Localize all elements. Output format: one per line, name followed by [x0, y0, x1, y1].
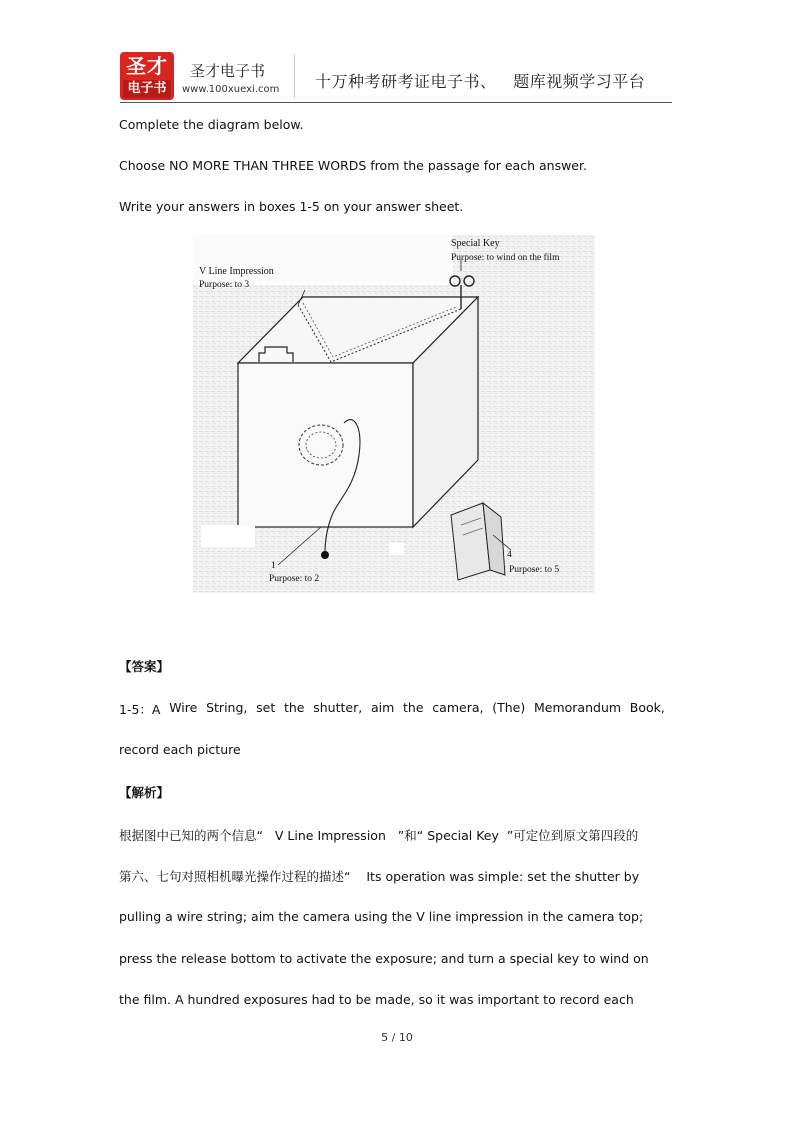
answer-word: shutter,: [313, 700, 363, 715]
special-key-purpose: Purpose: to wind on the film: [451, 253, 560, 263]
wire-string-bulb: [321, 551, 329, 559]
scan-blank-box-small: [389, 543, 404, 555]
answer-heading: 【答案】: [119, 659, 170, 674]
logo-text-top: 圣才: [126, 54, 168, 78]
v-line-purpose: Purpose: to 3: [199, 280, 250, 290]
answer-word: String,: [206, 700, 248, 715]
answer-word: Memorandum: [533, 700, 622, 715]
analysis-line-4: press the release bottom to activate the exposure; and turn a special key to wind on: [119, 951, 649, 966]
brand-logo: [120, 52, 174, 100]
header-rule: [120, 102, 672, 103]
camera-diagram: [193, 235, 595, 593]
scan-clear-area: [193, 235, 453, 285]
analysis-line-2: 第六、七句对照相机曝光操作过程的描述“ Its operation was simple: set the shutter by: [119, 869, 640, 884]
analysis-line-3: pulling a wire string; aim the camera using the V line impression in the camera top;: [119, 909, 644, 924]
scan-blank-box: [201, 525, 255, 547]
camera-diagram-svg: [193, 235, 595, 593]
answer-word: Book,: [629, 700, 665, 715]
answer-line-2: record each picture: [119, 742, 241, 757]
item1-purpose: Purpose: to 2: [269, 574, 320, 584]
item1-label: 1: [271, 561, 276, 571]
answer-word: the: [283, 700, 305, 715]
answer-word: (The): [492, 700, 526, 715]
analysis-line-1: 根据图中已知的两个信息“ V Line Impression ”和“ Special Key ”可定位到原文第四段的: [119, 828, 639, 843]
v-line-label: V Line Impression: [199, 266, 274, 277]
answer-word: Wire: [169, 700, 198, 715]
analysis-line-5: the film. A hundred exposures had to be made, so it was important to record each: [119, 992, 634, 1007]
special-key-label: Special Key: [451, 238, 500, 249]
answer-word: set: [256, 700, 276, 715]
brand-url[interactable]: www.100xuexi.com: [182, 84, 280, 95]
answer-line-1: [119, 700, 665, 718]
header-divider: [294, 54, 295, 98]
page-number: 5 / 10: [381, 1031, 413, 1044]
answer-word: 1-5：A: [119, 702, 161, 717]
logo-text-bottom: 电子书: [123, 80, 171, 98]
answer-word: camera,: [432, 700, 484, 715]
item4-purpose: Purpose: to 5: [509, 565, 560, 575]
item4-label: 4: [507, 550, 512, 560]
brand-name: 圣才电子书: [190, 62, 266, 80]
answer-word: aim: [370, 700, 395, 715]
instruction-2: Choose NO MORE THAN THREE WORDS from the passage for each answer.: [119, 158, 587, 173]
analysis-heading: 【解析】: [119, 785, 170, 800]
instruction-3: Write your answers in boxes 1-5 on your answer sheet.: [119, 199, 464, 214]
answer-word: the: [403, 700, 424, 715]
camera-front-face: [238, 363, 413, 527]
header-slogan: 十万种考研考证电子书、 题库视频学习平台: [315, 72, 646, 91]
instruction-1: Complete the diagram below.: [119, 117, 304, 132]
